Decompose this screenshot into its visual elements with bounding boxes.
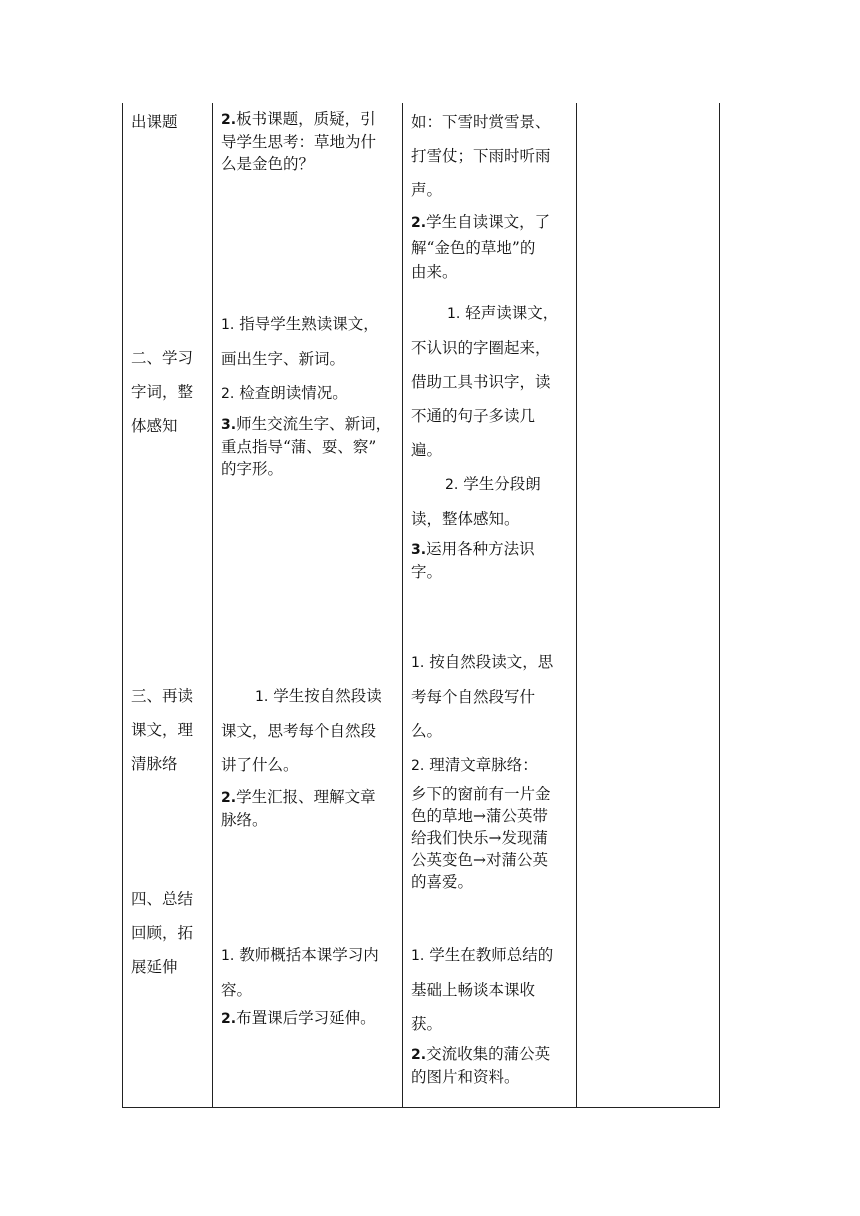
student-line: [411, 938, 553, 973]
teacher-line: 课文，思考每个自然段: [221, 722, 377, 740]
item-number: 2.: [221, 1011, 237, 1027]
student-line: 乡下的窗前有一片金: [411, 785, 551, 803]
student-line: 色的草地→蒲公英带: [411, 807, 548, 825]
item-number: 2.: [411, 1047, 427, 1063]
stage-cell-2: [131, 341, 193, 443]
teacher-line: [221, 1007, 379, 1030]
teacher-line: 讲了什么。: [221, 756, 299, 774]
stage-cell-1: [131, 105, 178, 139]
item-number: 2.: [411, 758, 425, 774]
student-line: [411, 538, 558, 561]
stage-title-line: 出课题: [131, 113, 178, 131]
teacher-cell-2: [221, 307, 391, 480]
item-number: 2.: [221, 386, 235, 402]
student-text: 轻声读课文，: [460, 304, 559, 322]
teacher-line: [221, 108, 376, 131]
student-line: [411, 296, 558, 331]
student-line: 读，整体感知。: [411, 510, 520, 528]
student-line: [411, 467, 558, 502]
teacher-line: 的字形。: [221, 460, 284, 478]
teacher-text: 学生汇报、理解文章: [236, 788, 376, 806]
student-line: 基础上畅谈本课收: [411, 981, 536, 999]
student-line: 字。: [411, 563, 443, 581]
student-line: 考每个自然段写什: [411, 688, 536, 706]
student-line: 的图片和资料。: [411, 1068, 520, 1086]
student-line: 借助工具书识字，读: [411, 373, 551, 391]
student-line: 给我们快乐→发现蒲: [411, 829, 548, 847]
table-border-right: [719, 103, 720, 1108]
stage-title-line: 展延伸: [131, 958, 178, 976]
teacher-text: 学生按自然段读: [268, 687, 382, 705]
teacher-line: [221, 786, 382, 809]
column-divider-2: [402, 103, 403, 1108]
table-border-bottom: [122, 1107, 720, 1108]
teacher-cell-3: [221, 679, 382, 831]
stage-title-line: 课文，理: [131, 721, 194, 739]
item-number: 3.: [411, 542, 427, 558]
teacher-line: 画出生字、新词。: [221, 350, 346, 368]
item-number: 2.: [411, 215, 427, 231]
item-number: 1.: [411, 655, 425, 671]
teacher-text: 板书课题，质疑，引: [236, 110, 376, 128]
student-line: 公英变色→对蒲公英: [411, 851, 548, 869]
student-line: 的喜爱。: [411, 873, 474, 891]
student-text: 学生在教师总结的: [424, 946, 554, 964]
teacher-line: [221, 376, 391, 411]
stage-title-line: 四、总结: [131, 890, 194, 908]
stage-title-line: 体感知: [131, 417, 178, 435]
item-number: 2.: [221, 112, 237, 128]
student-line: 遍。: [411, 441, 443, 459]
teacher-line: 容。: [221, 981, 253, 999]
teacher-text: 教师概括本课学习内: [234, 946, 379, 964]
stage-cell-3: [131, 679, 193, 781]
student-text: 按自然段读文，思: [424, 653, 554, 671]
student-text: 学生分段朗: [458, 475, 541, 493]
item-number: 2.: [221, 790, 237, 806]
teacher-line: 导学生思考：草地为什: [221, 133, 377, 151]
student-cell-3: [411, 645, 553, 893]
teacher-line: [221, 413, 391, 436]
student-line: 获。: [411, 1015, 443, 1033]
item-number: 2.: [445, 477, 459, 493]
item-number: 1.: [447, 306, 461, 322]
teacher-text: 布置课后学习延伸。: [236, 1009, 376, 1027]
student-text: 运用各种方法识: [426, 540, 535, 558]
student-line: 不认识的字圈起来，: [411, 339, 551, 357]
student-line: 打雪仗；下雨时听雨: [411, 147, 551, 165]
student-line: [411, 209, 551, 236]
stage-title-line: 清脉络: [131, 755, 178, 773]
student-line: [411, 645, 553, 680]
student-text: 学生自读课文，了: [426, 213, 551, 231]
teacher-line: 脉络。: [221, 811, 268, 829]
student-cell-4: [411, 938, 553, 1088]
teacher-line: 重点指导“蒲、耍、察”: [221, 438, 377, 456]
stage-title-line: 字词，整: [131, 383, 194, 401]
student-line: 么。: [411, 722, 443, 740]
teacher-cell-4: [221, 938, 379, 1030]
stage-title-line: 三、再读: [131, 687, 194, 705]
item-number: 1.: [221, 948, 235, 964]
student-cell-2: [411, 296, 558, 583]
teacher-text: 师生交流生字、新词，: [236, 415, 392, 433]
student-line: [411, 1043, 553, 1066]
teacher-text: 检查朗读情况。: [234, 384, 348, 402]
item-number: 1.: [411, 948, 425, 964]
item-number: 1.: [255, 689, 269, 705]
teacher-line: 么是金色的？: [221, 155, 315, 173]
table-border-left: [122, 103, 123, 1108]
teacher-line: [221, 938, 379, 973]
student-text: 理清文章脉络：: [424, 756, 538, 774]
column-divider-3: [576, 103, 577, 1108]
student-line: [411, 748, 553, 783]
teacher-text: 指导学生熟读课文，: [234, 315, 379, 333]
teacher-cell-1: [221, 108, 376, 175]
teacher-line: [221, 307, 391, 342]
column-divider-1: [212, 103, 213, 1108]
student-cell-1: [411, 105, 551, 284]
item-number: 1.: [221, 317, 235, 333]
stage-title-line: 回顾，拓: [131, 924, 194, 942]
student-line: 解“金色的草地”的: [411, 239, 536, 257]
teacher-line: [221, 679, 382, 714]
stage-title-line: 二、学习: [131, 349, 194, 367]
student-line: 声。: [411, 181, 443, 199]
stage-cell-4: [131, 882, 193, 984]
student-line: 如：下雪时赏雪景、: [411, 113, 551, 131]
item-number: 3.: [221, 417, 237, 433]
student-text: 交流收集的蒲公英: [426, 1045, 551, 1063]
student-line: 由来。: [411, 263, 458, 281]
student-line: 不通的句子多读几: [411, 407, 536, 425]
